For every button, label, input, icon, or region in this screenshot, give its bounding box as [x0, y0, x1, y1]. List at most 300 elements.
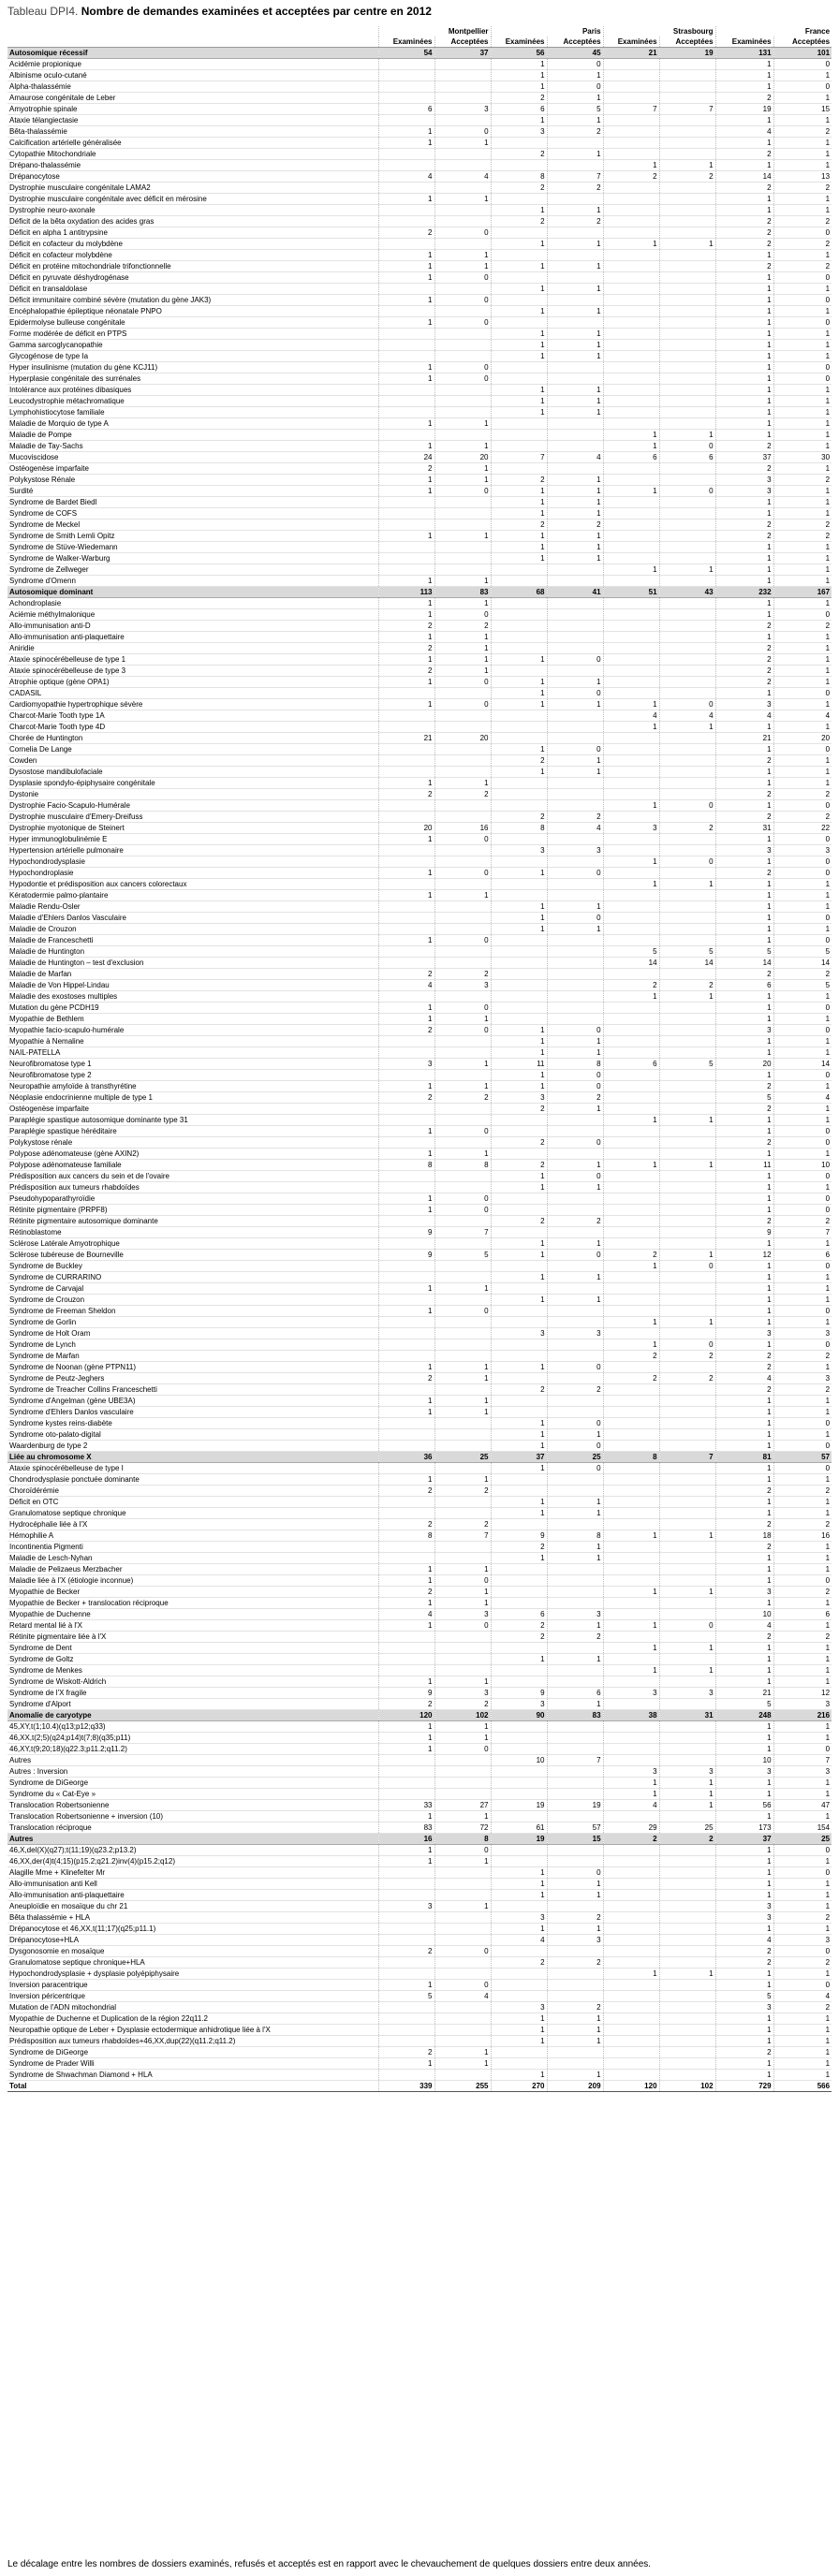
cell-paris-examinees: 19 [491, 1800, 547, 1811]
cell-label: Dystrophie neuro-axonale [7, 205, 378, 216]
group-row [7, 1710, 832, 1721]
cell-label: Neuropathie amyloïde à transthyrétine [7, 1081, 378, 1092]
cell-montpellier-acceptees: 25 [434, 1452, 491, 1463]
cell-strasbourg-examinees [603, 845, 659, 856]
cell-france-examinees: 2 [715, 227, 773, 239]
cell-strasbourg-acceptees [659, 373, 715, 385]
cell-strasbourg-acceptees: 1 [659, 1778, 715, 1789]
cell-strasbourg-acceptees [659, 138, 715, 149]
cell-strasbourg-examinees: 5 [603, 946, 659, 958]
table-row [7, 812, 832, 823]
cell-montpellier-examinees [378, 407, 434, 418]
cell-paris-acceptees [547, 227, 603, 239]
cell-france-acceptees: 14 [773, 958, 832, 969]
table-row [7, 205, 832, 216]
cell-montpellier-acceptees: 0 [434, 935, 491, 946]
cell-france-acceptees: 4 [773, 710, 832, 722]
cell-strasbourg-examinees [603, 1104, 659, 1115]
cell-france-acceptees: 2 [773, 183, 832, 194]
cell-strasbourg-acceptees [659, 1025, 715, 1036]
cell-paris-examinees [491, 778, 547, 789]
cell-montpellier-examinees: 2 [378, 1373, 434, 1384]
cell-paris-acceptees [547, 1193, 603, 1205]
cell-paris-acceptees: 1 [547, 531, 603, 542]
cell-strasbourg-examinees [603, 913, 659, 924]
cell-strasbourg-examinees: 21 [603, 48, 659, 59]
cell-montpellier-acceptees: 1 [434, 654, 491, 666]
cell-france-acceptees: 0 [773, 744, 832, 755]
cell-montpellier-examinees [378, 1339, 434, 1351]
cell-france-acceptees: 1 [773, 1924, 832, 1935]
cell-france-examinees: 1 [715, 2070, 773, 2081]
cell-paris-acceptees: 1 [547, 306, 603, 317]
table-row [7, 1643, 832, 1654]
cell-paris-examinees: 1 [491, 1429, 547, 1441]
cell-strasbourg-acceptees [659, 272, 715, 284]
cell-paris-examinees: 1 [491, 542, 547, 553]
cell-montpellier-acceptees [434, 1553, 491, 1564]
table-row [7, 710, 832, 722]
cell-paris-examinees: 3 [491, 1092, 547, 1104]
cell-paris-acceptees: 1 [547, 1879, 603, 1890]
table-row [7, 1957, 832, 1969]
cell-strasbourg-examinees: 2 [603, 980, 659, 991]
cell-label: Myopathie facio-scapulo-humérale [7, 1025, 378, 1036]
cell-montpellier-acceptees: 0 [434, 1575, 491, 1587]
cell-montpellier-examinees: 1 [378, 194, 434, 205]
cell-strasbourg-acceptees [659, 1957, 715, 1969]
cell-montpellier-acceptees [434, 508, 491, 520]
cell-paris-acceptees: 1 [547, 767, 603, 778]
cell-paris-acceptees [547, 430, 603, 441]
cell-paris-acceptees: 0 [547, 59, 603, 70]
cell-label: Syndrome de Lynch [7, 1339, 378, 1351]
cell-label: Maladie de Crouzon [7, 924, 378, 935]
cell-strasbourg-examinees [603, 666, 659, 677]
cell-strasbourg-examinees [603, 115, 659, 126]
cell-strasbourg-examinees: 1 [603, 1339, 659, 1351]
cell-strasbourg-acceptees [659, 1890, 715, 1901]
cell-france-examinees: 729 [715, 2081, 773, 2092]
cell-france-examinees: 4 [715, 1935, 773, 1946]
cell-label: Syndrome du « Cat-Eye » [7, 1789, 378, 1800]
cell-france-acceptees: 25 [773, 1834, 832, 1845]
cell-montpellier-examinees: 1 [378, 598, 434, 609]
cell-montpellier-acceptees: 1 [434, 2047, 491, 2058]
cell-label: Maladie de Lesch-Nyhan [7, 1553, 378, 1564]
cell-strasbourg-acceptees [659, 70, 715, 81]
cell-label: Drépano-thalassémie [7, 160, 378, 171]
cell-strasbourg-examinees: 1 [603, 1789, 659, 1800]
cell-france-acceptees: 3 [773, 1373, 832, 1384]
table-row [7, 980, 832, 991]
cell-strasbourg-examinees [603, 542, 659, 553]
cell-paris-examinees: 4 [491, 1935, 547, 1946]
table-row [7, 1317, 832, 1328]
cell-montpellier-acceptees: 3 [434, 980, 491, 991]
cell-strasbourg-examinees: 6 [603, 452, 659, 463]
cell-france-examinees: 2 [715, 531, 773, 542]
table-row [7, 1665, 832, 1676]
table-row [7, 1182, 832, 1193]
cell-label: Syndrome de Shwachman Diamond + HLA [7, 2070, 378, 2081]
table-row [7, 1418, 832, 1429]
cell-paris-acceptees: 1 [547, 329, 603, 340]
cell-paris-examinees [491, 710, 547, 722]
table-row [7, 407, 832, 418]
cell-paris-acceptees: 1 [547, 1497, 603, 1508]
cell-montpellier-examinees: 1 [378, 1676, 434, 1688]
table-row [7, 385, 832, 396]
cell-strasbourg-examinees [603, 1003, 659, 1014]
cell-montpellier-examinees: 1 [378, 654, 434, 666]
cell-montpellier-acceptees [434, 2070, 491, 2081]
cell-strasbourg-examinees [603, 1407, 659, 1418]
cell-france-examinees: 2 [715, 1519, 773, 1530]
cell-france-acceptees: 2 [773, 216, 832, 227]
cell-montpellier-acceptees [434, 93, 491, 104]
cell-paris-acceptees [547, 1351, 603, 1362]
cell-france-acceptees: 0 [773, 1003, 832, 1014]
table-row [7, 654, 832, 666]
cell-montpellier-acceptees [434, 1755, 491, 1766]
cell-montpellier-acceptees: 1 [434, 1598, 491, 1609]
cell-label: Cowden [7, 755, 378, 767]
cell-montpellier-examinees [378, 1508, 434, 1519]
cell-france-acceptees: 0 [773, 1193, 832, 1205]
cell-france-acceptees: 1 [773, 1721, 832, 1733]
cell-paris-acceptees [547, 1261, 603, 1272]
cell-paris-acceptees: 1 [547, 1104, 603, 1115]
cell-montpellier-acceptees: 2 [434, 1092, 491, 1104]
cell-strasbourg-acceptees: 1 [659, 1789, 715, 1800]
cell-strasbourg-acceptees: 1 [659, 1643, 715, 1654]
cell-montpellier-acceptees: 1 [434, 890, 491, 901]
cell-paris-acceptees [547, 632, 603, 643]
cell-label: Maladie de Huntington [7, 946, 378, 958]
cell-paris-examinees: 1 [491, 2025, 547, 2036]
cell-france-examinees: 3 [715, 475, 773, 486]
table-row [7, 542, 832, 553]
cell-strasbourg-acceptees: 2 [659, 171, 715, 183]
cell-label: Syndrome de Freeman Sheldon [7, 1306, 378, 1317]
cell-france-examinees: 1 [715, 295, 773, 306]
cell-montpellier-acceptees [434, 744, 491, 755]
cell-strasbourg-acceptees [659, 2025, 715, 2036]
cell-france-acceptees: 3 [773, 845, 832, 856]
cell-france-acceptees: 1 [773, 1115, 832, 1126]
cell-paris-acceptees [547, 969, 603, 980]
cell-strasbourg-examinees [603, 1924, 659, 1935]
cell-france-examinees: 1 [715, 1149, 773, 1160]
cell-paris-acceptees [547, 1486, 603, 1497]
cell-france-acceptees: 1 [773, 160, 832, 171]
cell-france-examinees: 2 [715, 1384, 773, 1396]
cell-montpellier-acceptees: 0 [434, 1744, 491, 1755]
cell-strasbourg-examinees [603, 643, 659, 654]
cell-label: Polypose adénomateuse (gène AXIN2) [7, 1149, 378, 1160]
cell-france-examinees: 1 [715, 1665, 773, 1676]
table-row [7, 688, 832, 699]
cell-strasbourg-acceptees [659, 1654, 715, 1665]
cell-montpellier-acceptees [434, 1328, 491, 1339]
cell-paris-examinees [491, 856, 547, 868]
cell-montpellier-examinees [378, 1182, 434, 1193]
cell-france-acceptees: 5 [773, 946, 832, 958]
cell-strasbourg-examinees [603, 2047, 659, 2058]
cell-france-acceptees: 47 [773, 1800, 832, 1811]
cell-paris-acceptees: 1 [547, 284, 603, 295]
cell-montpellier-acceptees: 1 [434, 598, 491, 609]
cell-paris-examinees [491, 1766, 547, 1778]
cell-strasbourg-examinees: 38 [603, 1710, 659, 1721]
cell-france-acceptees: 1 [773, 1508, 832, 1519]
cell-strasbourg-examinees [603, 373, 659, 385]
cell-paris-acceptees: 7 [547, 171, 603, 183]
cell-france-examinees: 1 [715, 1553, 773, 1564]
cell-label: Myopathie à Nemaline [7, 1036, 378, 1047]
cell-label: Chondrodysplasie ponctuée dominante [7, 1474, 378, 1486]
cell-montpellier-acceptees: 0 [434, 373, 491, 385]
cell-france-acceptees: 1 [773, 1149, 832, 1160]
cell-strasbourg-acceptees [659, 1575, 715, 1587]
cell-label: Maladie d'Ehlers Danlos Vasculaire [7, 913, 378, 924]
cell-paris-acceptees: 1 [547, 1924, 603, 1935]
cell-montpellier-examinees [378, 1935, 434, 1946]
cell-montpellier-examinees: 1 [378, 1205, 434, 1216]
cell-france-examinees: 1 [715, 194, 773, 205]
cell-paris-examinees: 2 [491, 93, 547, 104]
cell-montpellier-examinees: 120 [378, 1710, 434, 1721]
cell-montpellier-examinees [378, 688, 434, 699]
cell-paris-examinees [491, 958, 547, 969]
cell-label: Mutation de l'ADN mitochondrial [7, 2002, 378, 2013]
cell-montpellier-examinees [378, 1238, 434, 1250]
cell-label: Granulomatose septique chronique+HLA [7, 1957, 378, 1969]
cell-paris-acceptees [547, 1519, 603, 1530]
cell-montpellier-examinees [378, 800, 434, 812]
cell-label: Dysostose mandibulofaciale [7, 767, 378, 778]
cell-france-examinees: 1 [715, 1272, 773, 1283]
cell-strasbourg-examinees [603, 576, 659, 587]
table-row [7, 800, 832, 812]
cell-strasbourg-examinees [603, 632, 659, 643]
cell-paris-examinees: 37 [491, 1452, 547, 1463]
cell-paris-examinees: 1 [491, 1295, 547, 1306]
cell-france-acceptees: 2 [773, 1519, 832, 1530]
subheader-examinees: Examinées [603, 37, 659, 48]
cell-france-examinees: 3 [715, 699, 773, 710]
cell-montpellier-acceptees: 1 [434, 576, 491, 587]
cell-strasbourg-acceptees [659, 1980, 715, 1991]
cell-montpellier-acceptees [434, 385, 491, 396]
cell-montpellier-acceptees [434, 1216, 491, 1227]
cell-paris-examinees: 1 [491, 1250, 547, 1261]
cell-label: Neurofibromatose type 1 [7, 1059, 378, 1070]
cell-montpellier-acceptees: 0 [434, 486, 491, 497]
cell-strasbourg-examinees [603, 81, 659, 93]
cell-france-examinees: 1 [715, 430, 773, 441]
cell-montpellier-acceptees [434, 351, 491, 362]
cell-france-acceptees: 2 [773, 531, 832, 542]
cell-france-acceptees: 0 [773, 1025, 832, 1036]
cell-paris-examinees: 1 [491, 1081, 547, 1092]
cell-france-examinees: 2 [715, 93, 773, 104]
table-row [7, 115, 832, 126]
table-row [7, 239, 832, 250]
cell-paris-examinees [491, 1351, 547, 1362]
cell-paris-examinees [491, 463, 547, 475]
table-row [7, 1025, 832, 1036]
cell-strasbourg-acceptees [659, 340, 715, 351]
cell-paris-acceptees: 0 [547, 688, 603, 699]
cell-paris-acceptees [547, 733, 603, 744]
cell-france-examinees: 2 [715, 1946, 773, 1957]
cell-france-acceptees: 1 [773, 418, 832, 430]
cell-paris-examinees [491, 632, 547, 643]
cell-paris-examinees [491, 789, 547, 800]
cell-paris-examinees [491, 1003, 547, 1014]
cell-france-examinees: 5 [715, 1991, 773, 2002]
table-row [7, 1474, 832, 1486]
cell-montpellier-acceptees: 7 [434, 1227, 491, 1238]
cell-montpellier-acceptees: 1 [434, 1014, 491, 1025]
cell-paris-examinees [491, 1811, 547, 1822]
cell-france-acceptees: 10 [773, 1160, 832, 1171]
cell-montpellier-examinees [378, 1497, 434, 1508]
cell-strasbourg-examinees [603, 227, 659, 239]
cell-paris-acceptees [547, 1991, 603, 2002]
table-row [7, 1721, 832, 1733]
cell-france-acceptees: 6 [773, 1250, 832, 1261]
cell-label: Maladie de Franceschetti [7, 935, 378, 946]
cell-label: Maladie de Pompe [7, 430, 378, 441]
table-row [7, 1778, 832, 1789]
cell-paris-examinees: 1 [491, 1025, 547, 1036]
cell-label: Sclérose Latérale Amyotrophique [7, 1238, 378, 1250]
cell-paris-examinees: 10 [491, 1755, 547, 1766]
cell-strasbourg-acceptees [659, 1463, 715, 1474]
cell-montpellier-examinees [378, 1643, 434, 1654]
cell-label: Glycogénose de type Ia [7, 351, 378, 362]
cell-strasbourg-examinees [603, 1912, 659, 1924]
cell-strasbourg-examinees [603, 1811, 659, 1822]
table-row [7, 1250, 832, 1261]
cell-montpellier-examinees: 1 [378, 126, 434, 138]
table-row [7, 1991, 832, 2002]
cell-paris-examinees: 61 [491, 1822, 547, 1834]
cell-montpellier-acceptees: 27 [434, 1800, 491, 1811]
cell-montpellier-examinees: 1 [378, 475, 434, 486]
table-row [7, 901, 832, 913]
table-row [7, 969, 832, 980]
cell-paris-examinees: 1 [491, 284, 547, 295]
cell-strasbourg-acceptees: 1 [659, 1800, 715, 1811]
cell-label: Pseudohypoparathyroïdie [7, 1193, 378, 1205]
cell-strasbourg-examinees: 2 [603, 1373, 659, 1384]
table-row [7, 194, 832, 205]
cell-france-acceptees: 1 [773, 2036, 832, 2047]
cell-france-examinees: 1 [715, 1193, 773, 1205]
cell-france-acceptees: 1 [773, 306, 832, 317]
cell-montpellier-acceptees [434, 564, 491, 576]
cell-france-examinees: 1 [715, 138, 773, 149]
cell-label: Autres : Inversion [7, 1766, 378, 1778]
cell-france-acceptees: 1 [773, 1598, 832, 1609]
cell-label: Syndrome de Peutz-Jeghers [7, 1373, 378, 1384]
cell-strasbourg-acceptees [659, 1070, 715, 1081]
cell-paris-acceptees [547, 1564, 603, 1575]
cell-strasbourg-examinees [603, 306, 659, 317]
cell-montpellier-acceptees [434, 2036, 491, 2047]
cell-montpellier-examinees [378, 2025, 434, 2036]
cell-montpellier-examinees [378, 901, 434, 913]
cell-france-acceptees: 1 [773, 1969, 832, 1980]
cell-montpellier-acceptees [434, 183, 491, 194]
cell-france-examinees: 1 [715, 722, 773, 733]
cell-paris-acceptees [547, 1856, 603, 1867]
cell-france-acceptees: 2 [773, 789, 832, 800]
cell-strasbourg-examinees: 7 [603, 104, 659, 115]
cell-france-examinees: 4 [715, 126, 773, 138]
cell-france-examinees: 1 [715, 284, 773, 295]
cell-montpellier-examinees: 1 [378, 1081, 434, 1092]
cell-strasbourg-acceptees: 2 [659, 1834, 715, 1845]
cell-paris-acceptees [547, 1373, 603, 1384]
table-row [7, 1272, 832, 1283]
cell-strasbourg-acceptees: 0 [659, 800, 715, 812]
cell-montpellier-examinees [378, 160, 434, 171]
cell-paris-acceptees: 41 [547, 587, 603, 598]
cell-france-examinees: 1 [715, 1654, 773, 1665]
cell-label: Syndrome de Carvajal [7, 1283, 378, 1295]
cell-paris-acceptees: 2 [547, 1957, 603, 1969]
header-blank [7, 26, 378, 37]
cell-france-examinees: 1 [715, 1283, 773, 1295]
cell-paris-examinees: 1 [491, 1182, 547, 1193]
cell-strasbourg-acceptees [659, 1542, 715, 1553]
cell-label: Syndrome de CURRARINO [7, 1272, 378, 1283]
cell-paris-acceptees: 0 [547, 1070, 603, 1081]
cell-france-examinees: 1 [715, 1856, 773, 1867]
cell-montpellier-examinees: 1 [378, 1149, 434, 1160]
cell-strasbourg-examinees: 1 [603, 856, 659, 868]
cell-paris-examinees [491, 621, 547, 632]
table-row [7, 1867, 832, 1879]
cell-france-examinees: 1 [715, 856, 773, 868]
cell-montpellier-acceptees: 1 [434, 1856, 491, 1867]
cell-france-examinees: 2 [715, 1362, 773, 1373]
cell-montpellier-examinees: 2 [378, 463, 434, 475]
cell-montpellier-acceptees [434, 688, 491, 699]
cell-montpellier-examinees [378, 845, 434, 856]
cell-montpellier-examinees: 1 [378, 1733, 434, 1744]
cell-montpellier-examinees: 1 [378, 699, 434, 710]
cell-france-acceptees: 1 [773, 1182, 832, 1193]
cell-label: Hyperplasie congénitale des surrénales [7, 373, 378, 385]
cell-paris-examinees: 2 [491, 1957, 547, 1969]
cell-france-examinees: 6 [715, 980, 773, 991]
table-row [7, 520, 832, 531]
subheader-acceptees: Acceptées [773, 37, 832, 48]
cell-france-acceptees: 16 [773, 1530, 832, 1542]
table-row [7, 1283, 832, 1295]
cell-france-examinees: 1 [715, 329, 773, 340]
cell-montpellier-acceptees [434, 1463, 491, 1474]
cell-montpellier-examinees: 1 [378, 261, 434, 272]
cell-france-acceptees: 154 [773, 1822, 832, 1834]
table-row [7, 1081, 832, 1092]
